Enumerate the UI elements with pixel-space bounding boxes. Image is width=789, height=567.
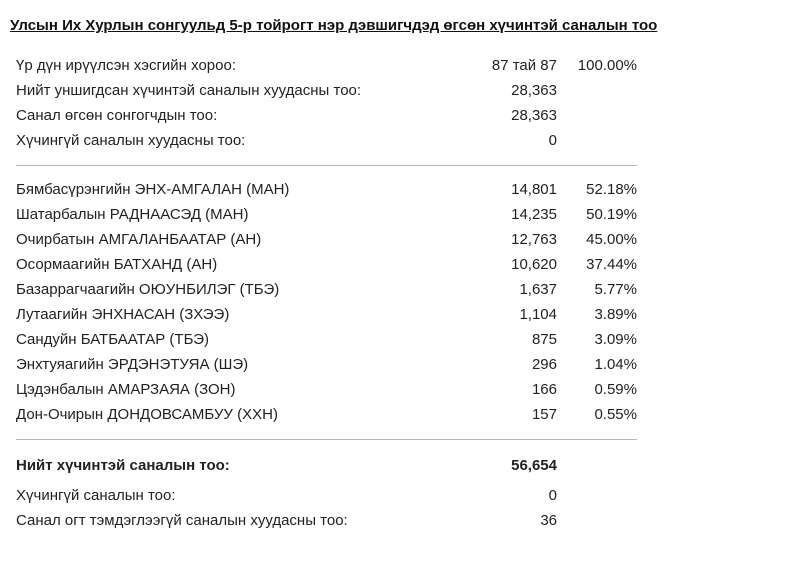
candidate-row: [16, 205, 641, 225]
summary-value: 87 тай 87: [491, 57, 557, 74]
candidate-percent: 37.44%: [586, 256, 637, 273]
candidate-row: [16, 380, 641, 400]
candidate-percent: 3.09%: [594, 331, 637, 348]
total-blank-ballots-row: [16, 511, 641, 531]
candidate-name: Сандуйн БАТБААТАР (ТБЭ): [16, 331, 210, 348]
candidate-name: Бямбасүрэнгийн ЭНХ-АМГАЛАН (МАН): [16, 181, 290, 198]
candidate-votes: 157: [531, 406, 557, 423]
summary-label: Нийт уншигдсан хүчинтэй саналын хуудасны тоо:: [16, 82, 362, 99]
summary-percent: 100.00%: [577, 57, 637, 74]
candidate-percent: 0.55%: [594, 406, 637, 423]
candidate-name: Цэдэнбалын АМАРЗАЯА (ЗОН): [16, 381, 236, 398]
candidate-row: [16, 355, 641, 375]
summary-row-valid-ballots-read: [16, 81, 641, 101]
candidate-percent: 52.18%: [586, 181, 637, 198]
page-title: Улсын Их Хурлын сонгуульд 5-р тойрогт нэр дэвшигчдэд өгсөн хүчинтэй саналын тоо: [10, 17, 658, 34]
total-invalid-votes-row: [16, 486, 641, 506]
candidate-votes: 166: [531, 381, 557, 398]
candidate-votes: 12,763: [511, 231, 557, 248]
candidate-name: Очирбатын АМГАЛАНБААТАР (АН): [16, 231, 262, 248]
candidate-row: [16, 255, 641, 275]
candidate-row: [16, 330, 641, 350]
total-label: Нийт хүчинтэй саналын тоо:: [16, 457, 230, 474]
candidate-row: [16, 230, 641, 250]
candidate-row: [16, 180, 641, 200]
candidate-row: [16, 405, 641, 425]
total-value: 0: [548, 487, 557, 504]
candidate-name: Базаррагчаагийн ОЮУНБИЛЭГ (ТБЭ): [16, 281, 280, 298]
summary-value: 0: [548, 132, 557, 149]
candidate-row: [16, 280, 641, 300]
summary-label: Үр дүн ирүүлсэн хэсгийн хороо:: [16, 57, 237, 74]
total-value: 36: [540, 512, 557, 529]
summary-row-voters: [16, 106, 641, 126]
candidate-percent: 50.19%: [586, 206, 637, 223]
candidate-percent: 1.04%: [594, 356, 637, 373]
candidate-votes: 1,104: [519, 306, 557, 323]
summary-row-precincts: [16, 56, 641, 76]
candidate-votes: 1,637: [519, 281, 557, 298]
candidate-votes: 296: [531, 356, 557, 373]
candidate-votes: 875: [531, 331, 557, 348]
summary-label: Хүчингүй саналын хуудасны тоо:: [16, 132, 246, 149]
candidate-percent: 3.89%: [594, 306, 637, 323]
total-label: Санал огт тэмдэглээгүй саналын хуудасны тоо:: [16, 512, 348, 529]
total-valid-votes-row: [16, 456, 641, 476]
candidate-percent: 0.59%: [594, 381, 637, 398]
section-divider: [16, 165, 637, 166]
candidate-percent: 45.00%: [586, 231, 637, 248]
summary-label: Санал өгсөн сонгогчдын тоо:: [16, 107, 218, 124]
candidate-votes: 14,801: [511, 181, 557, 198]
candidate-name: Шатарбалын РАДНААСЭД (МАН): [16, 206, 249, 223]
summary-value: 28,363: [511, 82, 557, 99]
section-divider: [16, 439, 637, 440]
total-value: 56,654: [511, 457, 557, 474]
candidate-row: [16, 305, 641, 325]
summary-value: 28,363: [511, 107, 557, 124]
summary-row-invalid-ballots: [16, 131, 641, 151]
candidate-percent: 5.77%: [594, 281, 637, 298]
candidate-name: Осормаагийн БАТХАНД (АН): [16, 256, 218, 273]
total-label: Хүчингүй саналын тоо:: [16, 487, 176, 504]
candidate-name: Лутаагийн ЭНХНАСАН (ЗХЭЭ): [16, 306, 230, 323]
candidate-name: Энхтуяагийн ЭРДЭНЭТУЯА (ШЭ): [16, 356, 249, 373]
candidate-votes: 14,235: [511, 206, 557, 223]
candidate-votes: 10,620: [511, 256, 557, 273]
candidate-name: Дон-Очирын ДОНДОВСАМБУУ (ХХН): [16, 406, 278, 423]
